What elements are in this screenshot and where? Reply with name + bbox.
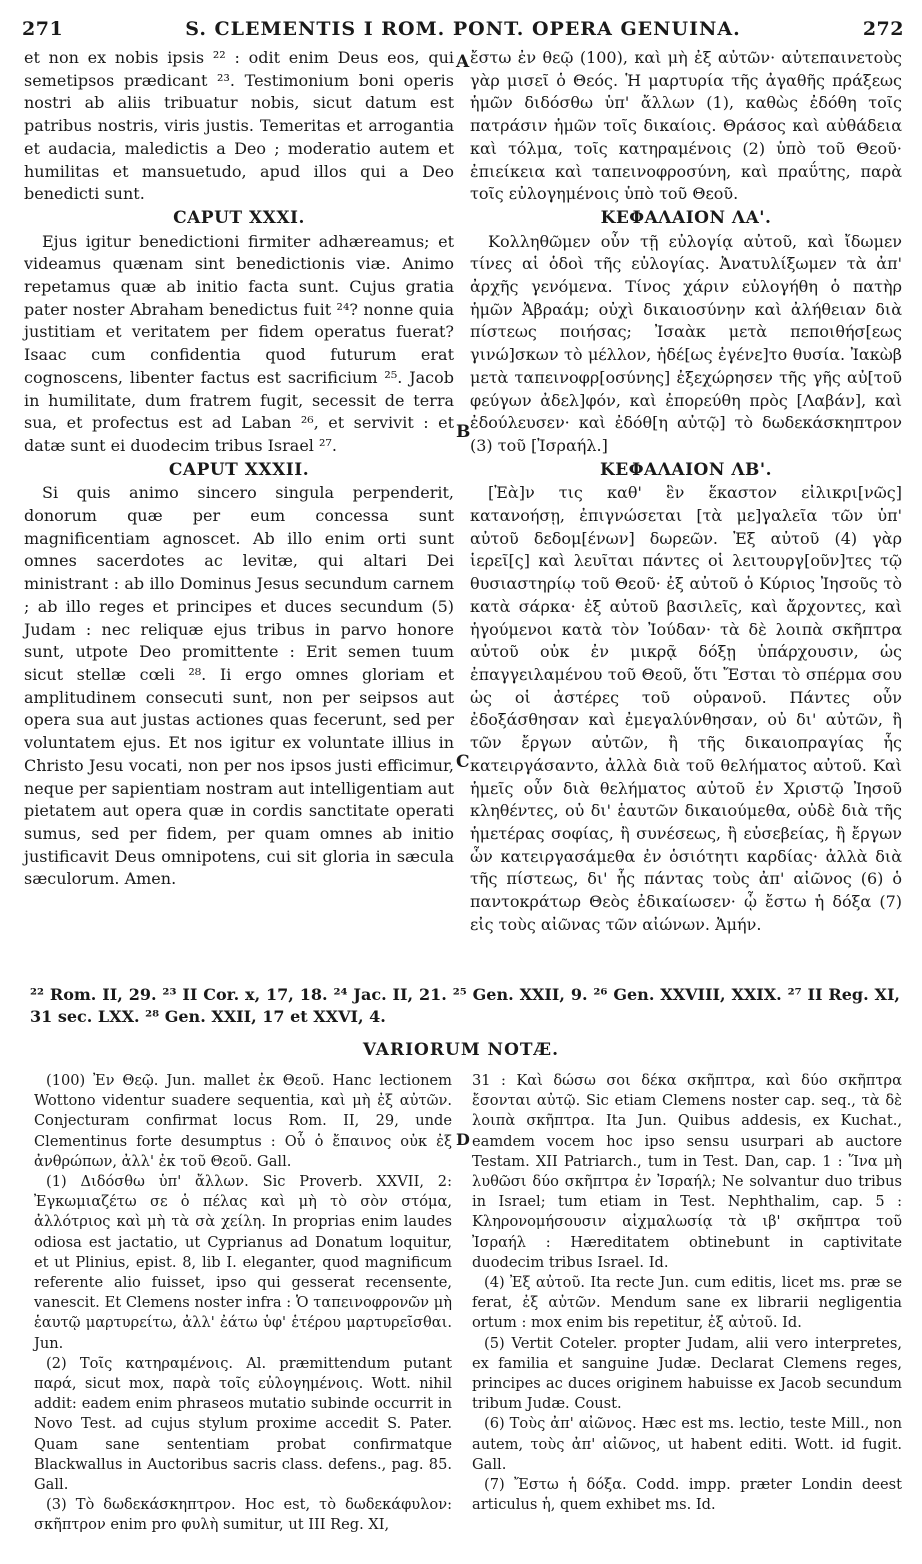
- greek-paragraph-3: [Ἐὰ]ν τις καθ' ἓν ἕκαστον εἰλικρι[νῶς] κατανοήσῃ, ἐπιγνώσεται [τὰ με]γαλεῖα τῶν ὑπ' αὐτοῦ δεδομ[ένων] δωρεῶν. Ἐξ αὐτοῦ (4) γὰρ ἱερεῖ[ς] καὶ λευῖται πάντες οἱ λειτουργ[οῦν]τες τῷ θυσιαστηρίῳ τοῦ Θεοῦ· ἐξ αὐτοῦ ὁ Κύριος Ἰησοῦς τὸ κατὰ σάρκα· ἐξ αὐτοῦ βασιλεῖς, καὶ ἄρχοντες, καὶ ἡγούμενοι κατὰ τὸν Ἰούδαν· τὰ δὲ λοιπὰ σκῆπτρα αὐτοῦ οὐκ ἐν μικρᾷ δόξῃ ὑπάρχουσιν, ὡς ἐπαγγειλαμένου τοῦ Θεοῦ, ὅτι Ἔσται τὸ σπέρμα σου ὡς οἱ ἀστέρες τοῦ οὐρανοῦ. Πάντες οὖν ἐδοξάσθησαν καὶ ἐμεγαλύνθησαν, οὐ δι' αὐτῶν, ἢ τῶν ἔργων αὐτῶν, ἢ τῆς δικαιοπραγίας ἧς κατειργάσαντο, ἀλλὰ διὰ τοῦ θελήματος αὐτοῦ. Καὶ ἡμεῖς οὖν διὰ θελήματος αὐτοῦ ἐν Χριστῷ Ἰησοῦ κληθέντες, οὐ δι' ἑαυτῶν δικαιούμεθα, οὐδὲ διὰ τῆς ἡμετέρας σοφίας, ἢ συνέσεως, ἢ εὐσεβείας, ἢ ἔργων ὧν κατειργασάμεθα ἐν ὁσιότητι καρδίας· ἀλλὰ διὰ τῆς πίστεως, δι' ἧς πάντας τοὺς ἀπ' αἰῶνος (6) ὁ παντοκράτωρ Θεὸς ἐδικαίωσεν· ᾧ ἔστω ἡ δόξα (7) εἰς τοὺς αἰῶνας τῶν αἰώνων. Ἀμήν.: [470, 483, 902, 934]
- latin-paragraph-3: Si quis animo sincero singula perpenderit, donorum quæ per eum concessa sunt magnificentiam agnoscet. Ab illo enim orti sunt omnes sacerdotes ac levitæ, qui altari Dei ministrant : ab illo Dominus Jesus secundum carnem ; ab illo reges et principes et duces secundum (5) Judam : nec reliquæ ejus tribus in parvo honore sunt, utpote Deo promittente : Erit semen tuum sicut stellæ cœli ²⁸. Ii ergo omnes gloriam et amplitudinem consecuti sunt, non per seipsos aut opera sua aut justas actiones quas fecerunt, sed per voluntatem ejus. Et nos igitur ex voluntate illius in Christo Jesu vocati, non per nos ipsos justi efficimur, neque per sapientiam nostram aut intelligentiam aut pietatem aut opera quæ in cordis sanctitate operati sumus, sed per fidem, per quam omnes ab initio justificavit Deus omnipotens, cui sit gloria in sæcula sæculorum. Amen.: [24, 483, 454, 889]
- margin-marker-a: A: [456, 52, 470, 72]
- greek-kefalaion-32-heading: ΚΕΦΑΛΑΙΟΝ ΛΒ'.: [599, 459, 772, 480]
- note-5: (5) Vertit Coteler. propter Judam, alii vero interpretes, ex familia et sanguine Judæ. Declarat Clemens reges, principes ac duces originem habuisse ex Jacob secundum tribum Judæ. Coust.: [472, 1334, 902, 1413]
- note-100: (100) Ἐν Θεῷ. Jun. mallet ἐκ Θεοῦ. Hanc lectionem Wottono videntur suadere sequentia, καὶ μὴ ἐξ αὐτῶν. Conjecturam confirmat locus Rom. II, 29, unde Clementinus forte desumptus : Οὗ ὁ ἔπαινος οὐκ ἐξ ἀνθρώπων, ἀλλ' ἐκ τοῦ Θεοῦ. Gall.: [34, 1072, 452, 1170]
- notes-right-column: [472, 1071, 902, 1515]
- running-title: S. CLEMENTIS I ROM. PONT. OPERA GENUINA.: [185, 18, 741, 40]
- page-number-left: 271: [22, 18, 64, 40]
- greek-column: [470, 47, 902, 936]
- note-2: (2) Τοῖς κατηραμένοις. Al. præmittendum putant παρά, sicut mox, παρὰ τοῖς εὐλογημένοις. Wott. nihil addit: eadem enim phraseos mutatio subinde occurrit in Novo Test. ad cujus stylum proxime accedit S. Pater. Quam sane sententiam probat confirmatque Blackwallus in Auctoribus sacris class. defens., pag. 85. Gall.: [34, 1354, 452, 1494]
- note-3: (3) Τὸ δωδεκάσκηπτρον. Hoc est, τὸ δωδεκάφυλον: σκῆπτρον enim pro φυλὴ sumitur, ut III Reg. XI,: [34, 1496, 452, 1534]
- scripture-references: ²² Rom. II, 29. ²³ II Cor. x, 17, 18. ²⁴ Jac. II, 21. ²⁵ Gen. XXII, 9. ²⁶ Gen. XXVIII, XXIX. ²⁷ II Reg. XI, 31 sec. LXX. ²⁸ Gen. XXII, 17 et XXVI, 4.: [30, 985, 900, 1026]
- latin-caput-32-heading: CAPUT XXXII.: [168, 459, 310, 480]
- note-6: (6) Τοὺς ἀπ' αἰῶνος. Hæc est ms. lectio, teste Mill., non autem, τοὺς ἀπ' αἰῶνος, ut habent editi. Wott. id fugit. Gall.: [472, 1415, 902, 1473]
- note-4: (4) Ἐξ αὐτοῦ. Ita recte Jun. cum editis, licet ms. præ se ferat, ἐξ αὐτῶν. Mendum sane ex librarii negligentia ortum : mox enim bis repetitur, ἐξ αὐτοῦ. Id.: [472, 1274, 902, 1332]
- variorum-notae-heading: VARIORUM NOTÆ.: [362, 1040, 560, 1060]
- note-7: (7) Ἔστω ἡ δόξα. Codd. impp. præter Londin deest articulus ἡ, quem exhibet ms. Id.: [472, 1476, 902, 1514]
- running-header: [22, 18, 904, 44]
- latin-caput-31-heading: CAPUT XXXI.: [173, 207, 305, 228]
- margin-marker-d: D: [456, 1130, 470, 1149]
- latin-paragraph-1: et non ex nobis ipsis ²² : odit enim Deus eos, qui semetipsos prædicant ²³. Testimonium boni operis nostri ab aliis tribuatur nobis, sicut datum est patribus nostris, viris justis. Temeritas et arrogantia et audacia, maledictis a Deo ; moderatio autem et humilitas et mansuetudo, apud illos qui a Deo benedicti sunt.: [24, 48, 454, 204]
- greek-paragraph-1: ἔστω ἐν θεῷ (100), καὶ μὴ ἐξ αὐτῶν· αὐτεπαινετοὺς γὰρ μισεῖ ὁ Θεός. Ἡ μαρτυρία τῆς ἀγαθῆς πράξεως ἡμῶν διδόσθω ὑπ' ἄλλων (1), καθὼς ἐδόθη τοῖς πατράσιν ἡμῶν τοῖς δικαίοις. Θράσος καὶ αὐθάδεια καὶ τόλμα, τοῖς κατηραμένοις (2) ὑπὸ τοῦ Θεοῦ· ἐπιείκεια καὶ ταπεινοφροσύνη, καὶ πραΰτης, παρὰ τοῖς εὐλογημένοις ὑπὸ τοῦ Θεοῦ.: [470, 48, 902, 204]
- margin-marker-b: B: [456, 422, 471, 442]
- latin-column: [24, 47, 454, 891]
- note-3-continued: 31 : Καὶ δώσω σοι δέκα σκῆπτρα, καὶ δύο σκῆπτρα ἔσονται αὐτῷ. Sic etiam Clemens noster cap. seq., τὰ δὲ λοιπὰ σκῆπτρα. Ita Jun. Quibus addesis, ex Kuchat., eamdem vocem hoc ipso sensu usurpari ab auctore Testam. XII Patriarch., tum in Test. Dan, cap. 1 : Ἵνα μὴ λυθῶσι δύο σκῆπτρα ἐν Ἰσραήλ; Ne solvantur duo tribus in Israel; tum etiam in Test. Nephthalim, cap. 5 : Κληρονομήσουσιν αἰχμαλωσίᾳ τὰ ιβ' σκῆπτρα τοῦ Ἰσραήλ : Hæreditatem obtinebunt in captivitate duodecim tribus Israel. Id.: [472, 1072, 902, 1271]
- page-number-right: 272: [862, 18, 904, 40]
- note-1: (1) Διδόσθω ὑπ' ἄλλων. Sic Proverb. XXVII, 2: Ἐγκωμιαζέτω σε ὁ πέλας καὶ μὴ τὸ σὸν στόμα, ἀλλότριος καὶ μὴ τὰ σὰ χείλη. In proprias enim laudes odiosa est jactatio, ut Cyprianus ad Donatum loquitur, et ut Plinius, epist. 8, lib I. eleganter, quod magnificum referente alio fuisset, ipso qui gesserat recensente, vanescit. Et Clemens noster infra : Ὁ ταπεινοφρονῶν μὴ ἑαυτῷ μαρτυρείτω, ἀλλ' ἐάτω ὑφ' ἑτέρου μαρτυρεῖσθαι. Jun.: [34, 1173, 452, 1352]
- greek-kefalaion-31-heading: ΚΕΦΑΛΑΙΟΝ ΛΑ'.: [600, 207, 772, 228]
- notes-left-column: [34, 1071, 452, 1536]
- latin-paragraph-2: Ejus igitur benedictioni firmiter adhæreamus; et videamus quænam sint benedictionis viæ. Animo repetamus quæ ab initio facta sunt. Cujus gratia pater noster Abraham benedictus fuit ²⁴? nonne quia justitiam et veritatem per fidem operatus fuerat? Isaac cum confidentia quod futurum erat cognoscens, libenter factus est sacrificium ²⁵. Jacob in humilitate, dum fratrem fugit, secessit de terra sua, et profectus est ad Laban ²⁶, et servivit : et datæ sunt ei duodecim tribus Israel ²⁷.: [24, 231, 454, 455]
- margin-marker-c: C: [456, 752, 470, 772]
- greek-paragraph-2: Κολληθῶμεν οὖν τῇ εὐλογίᾳ αὐτοῦ, καὶ ἴδωμεν τίνες αἱ ὁδοὶ τῆς εὐλογίας. Ἀνατυλίξωμεν τὰ ἀπ' ἀρχῆς γενόμενα. Τίνος χάριν εὐλογήθη ὁ πατὴρ ἡμῶν Ἀβραάμ; οὐχὶ δικαιοσύνην καὶ ἀλήθειαν διὰ πίστεως ποιήσας; Ἰσαὰκ μετὰ πεποιθήσ[εως γινώ]σκων τὸ μέλλον, ἡδέ[ως ἐγένε]το θυσία. Ἰακὼβ μετὰ ταπεινοφρ[οσύνης] ἐξεχώρησεν τῆς γῆς αὐ[τοῦ φεύγων ἀδελ]φόν, καὶ ἐπορεύθη πρὸς [Λαβάν], καὶ ἐδούλευσεν· καὶ ἐδόθ[η αὐτῷ] τὸ δωδεκάσκηπτρον (3) τοῦ [Ἰσραήλ.]: [470, 231, 902, 455]
